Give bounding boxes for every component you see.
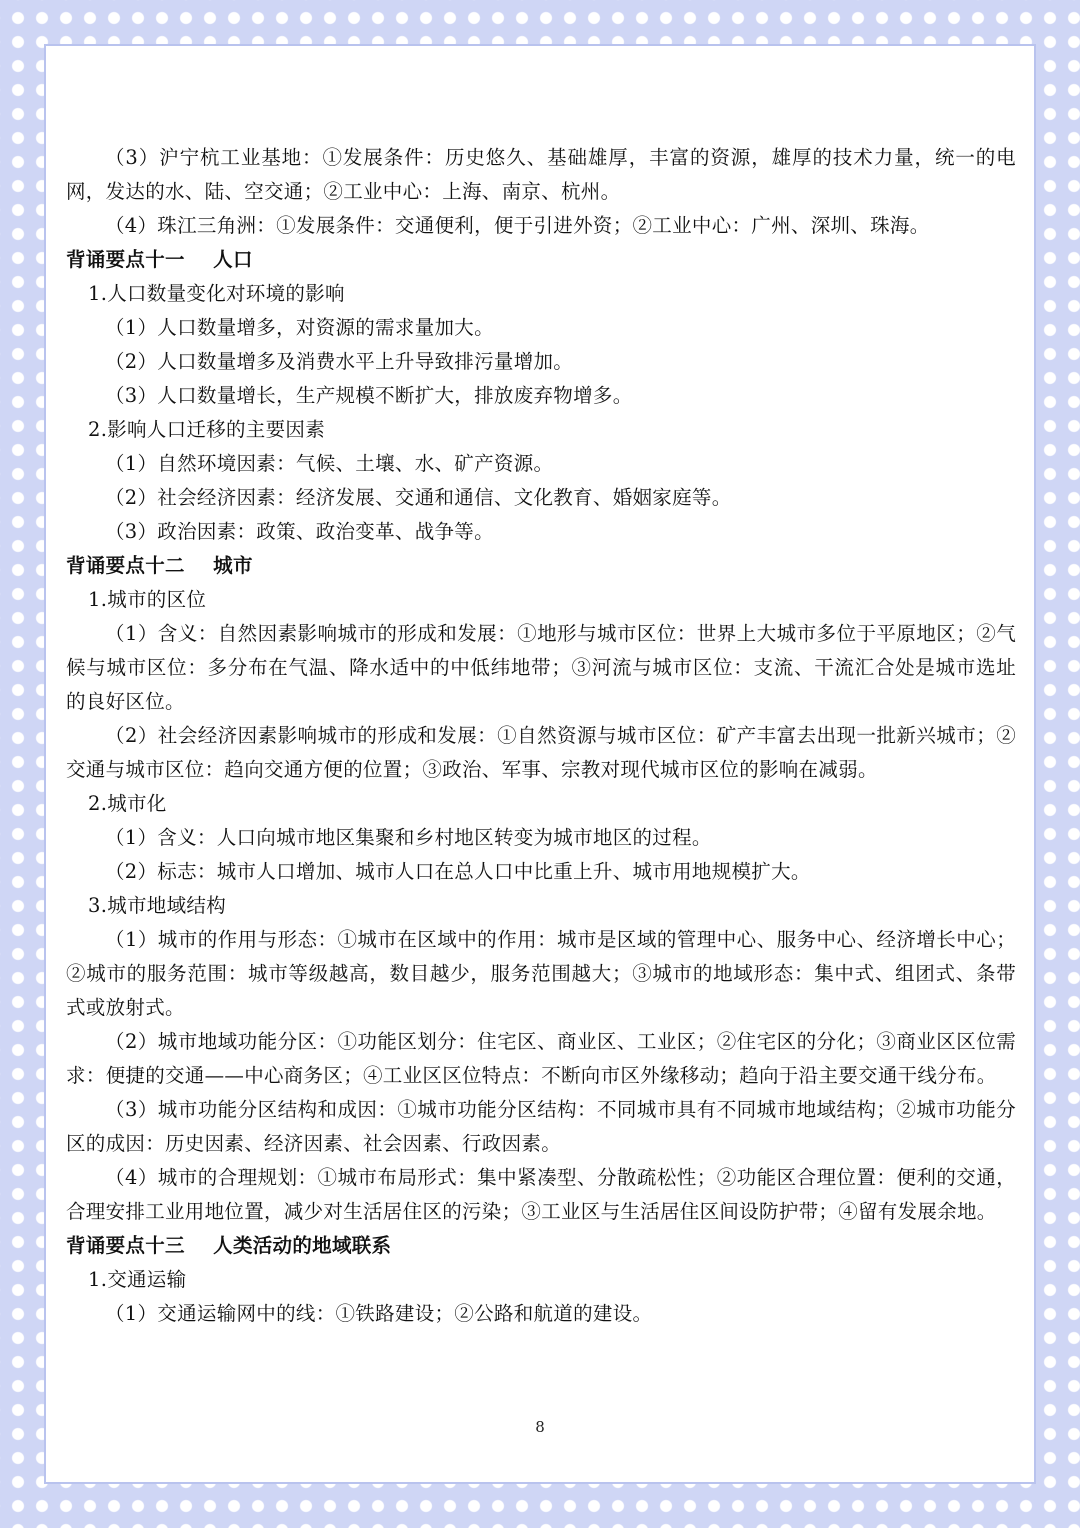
subsection-title: 1.交通运输 <box>88 1268 187 1291</box>
subsection-title: 2.影响人口迁移的主要因素 <box>88 418 326 441</box>
subsection-title: 1.城市的区位 <box>88 588 207 611</box>
paragraph: （2）标志：城市人口增加、城市人口在总人口中比重上升、城市用地规模扩大。 <box>105 860 811 883</box>
paragraph: （4）珠江三角洲：①发展条件：交通便利，便于引进外资；②工业中心：广州、深圳、珠海。 <box>105 214 930 237</box>
page-number: 8 <box>535 1418 545 1436</box>
paragraph: （1）城市的作用与形态：①城市在区域中的作用：城市是区域的管理中心、服务中心、经济增长中心；②城市的服务范围：城市等级越高，数目越少，服务范围越大；③城市的地域形态：集中式、组团式、条带式或放射式。 <box>66 928 1016 1019</box>
paragraph: （3）沪宁杭工业基地：①发展条件：历史悠久、基础雄厚，丰富的资源，雄厚的技术力量，统一的电网，发达的水、陆、空交通；②工业中心：上海、南京、杭州。 <box>66 146 1016 203</box>
section-heading: 背诵要点十二 城市 <box>66 554 253 577</box>
paragraph: （2）城市地域功能分区：①功能区划分：住宅区、商业区、工业区；②住宅区的分化；③商业区区位需求：便捷的交通——中心商务区；④工业区区位特点：不断向市区外缘移动；趋向于沿主要交通干线分布。 <box>66 1030 1016 1087</box>
paragraph: （1）人口数量增多，对资源的需求量加大。 <box>105 316 494 339</box>
paragraph: （2）社会经济因素：经济发展、交通和通信、文化教育、婚姻家庭等。 <box>105 486 732 509</box>
paragraph: （1）自然环境因素：气候、土壤、水、矿产资源。 <box>105 452 554 475</box>
paragraph: （4）城市的合理规划：①城市布局形式：集中紧凑型、分散疏松性；②功能区合理位置：便利的交通，合理安排工业用地位置，减少对生活居住区的污染；③工业区与生活居住区间设防护带；④留有发展余地。 <box>66 1166 1016 1223</box>
paragraph: （1）含义：人口向城市地区集聚和乡村地区转变为城市地区的过程。 <box>105 826 712 849</box>
subsection-title: 2.城市化 <box>88 792 167 815</box>
document-body <box>66 141 1016 1331</box>
paragraph: （2）社会经济因素影响城市的形成和发展：①自然资源与城市区位：矿产丰富去出现一批新兴城市；②交通与城市区位：趋向交通方便的位置；③政治、军事、宗教对现代城市区位的影响在减弱。 <box>66 724 1016 781</box>
paragraph: （1）交通运输网中的线：①铁路建设；②公路和航道的建设。 <box>105 1302 653 1325</box>
paragraph: （3）政治因素：政策、政治变革、战争等。 <box>105 520 494 543</box>
paragraph: （2）人口数量增多及消费水平上升导致排污量增加。 <box>105 350 574 373</box>
subsection-title: 3.城市地域结构 <box>88 894 227 917</box>
paragraph: （1）含义：自然因素影响城市的形成和发展：①地形与城市区位：世界上大城市多位于平原地区；②气候与城市区位：多分布在气温、降水适中的中低纬地带；③河流与城市区位：支流、干流汇合处是城市选址的良好区位。 <box>66 622 1016 713</box>
paragraph: （3）城市功能分区结构和成因：①城市功能分区结构：不同城市具有不同城市地域结构；②城市功能分区的成因：历史因素、经济因素、社会因素、行政因素。 <box>66 1098 1016 1155</box>
section-heading: 背诵要点十三 人类活动的地域联系 <box>66 1234 392 1257</box>
paragraph: （3）人口数量增长，生产规模不断扩大，排放废弃物增多。 <box>105 384 633 407</box>
section-heading: 背诵要点十一 人口 <box>66 248 253 271</box>
subsection-title: 1.人口数量变化对环境的影响 <box>88 282 345 305</box>
